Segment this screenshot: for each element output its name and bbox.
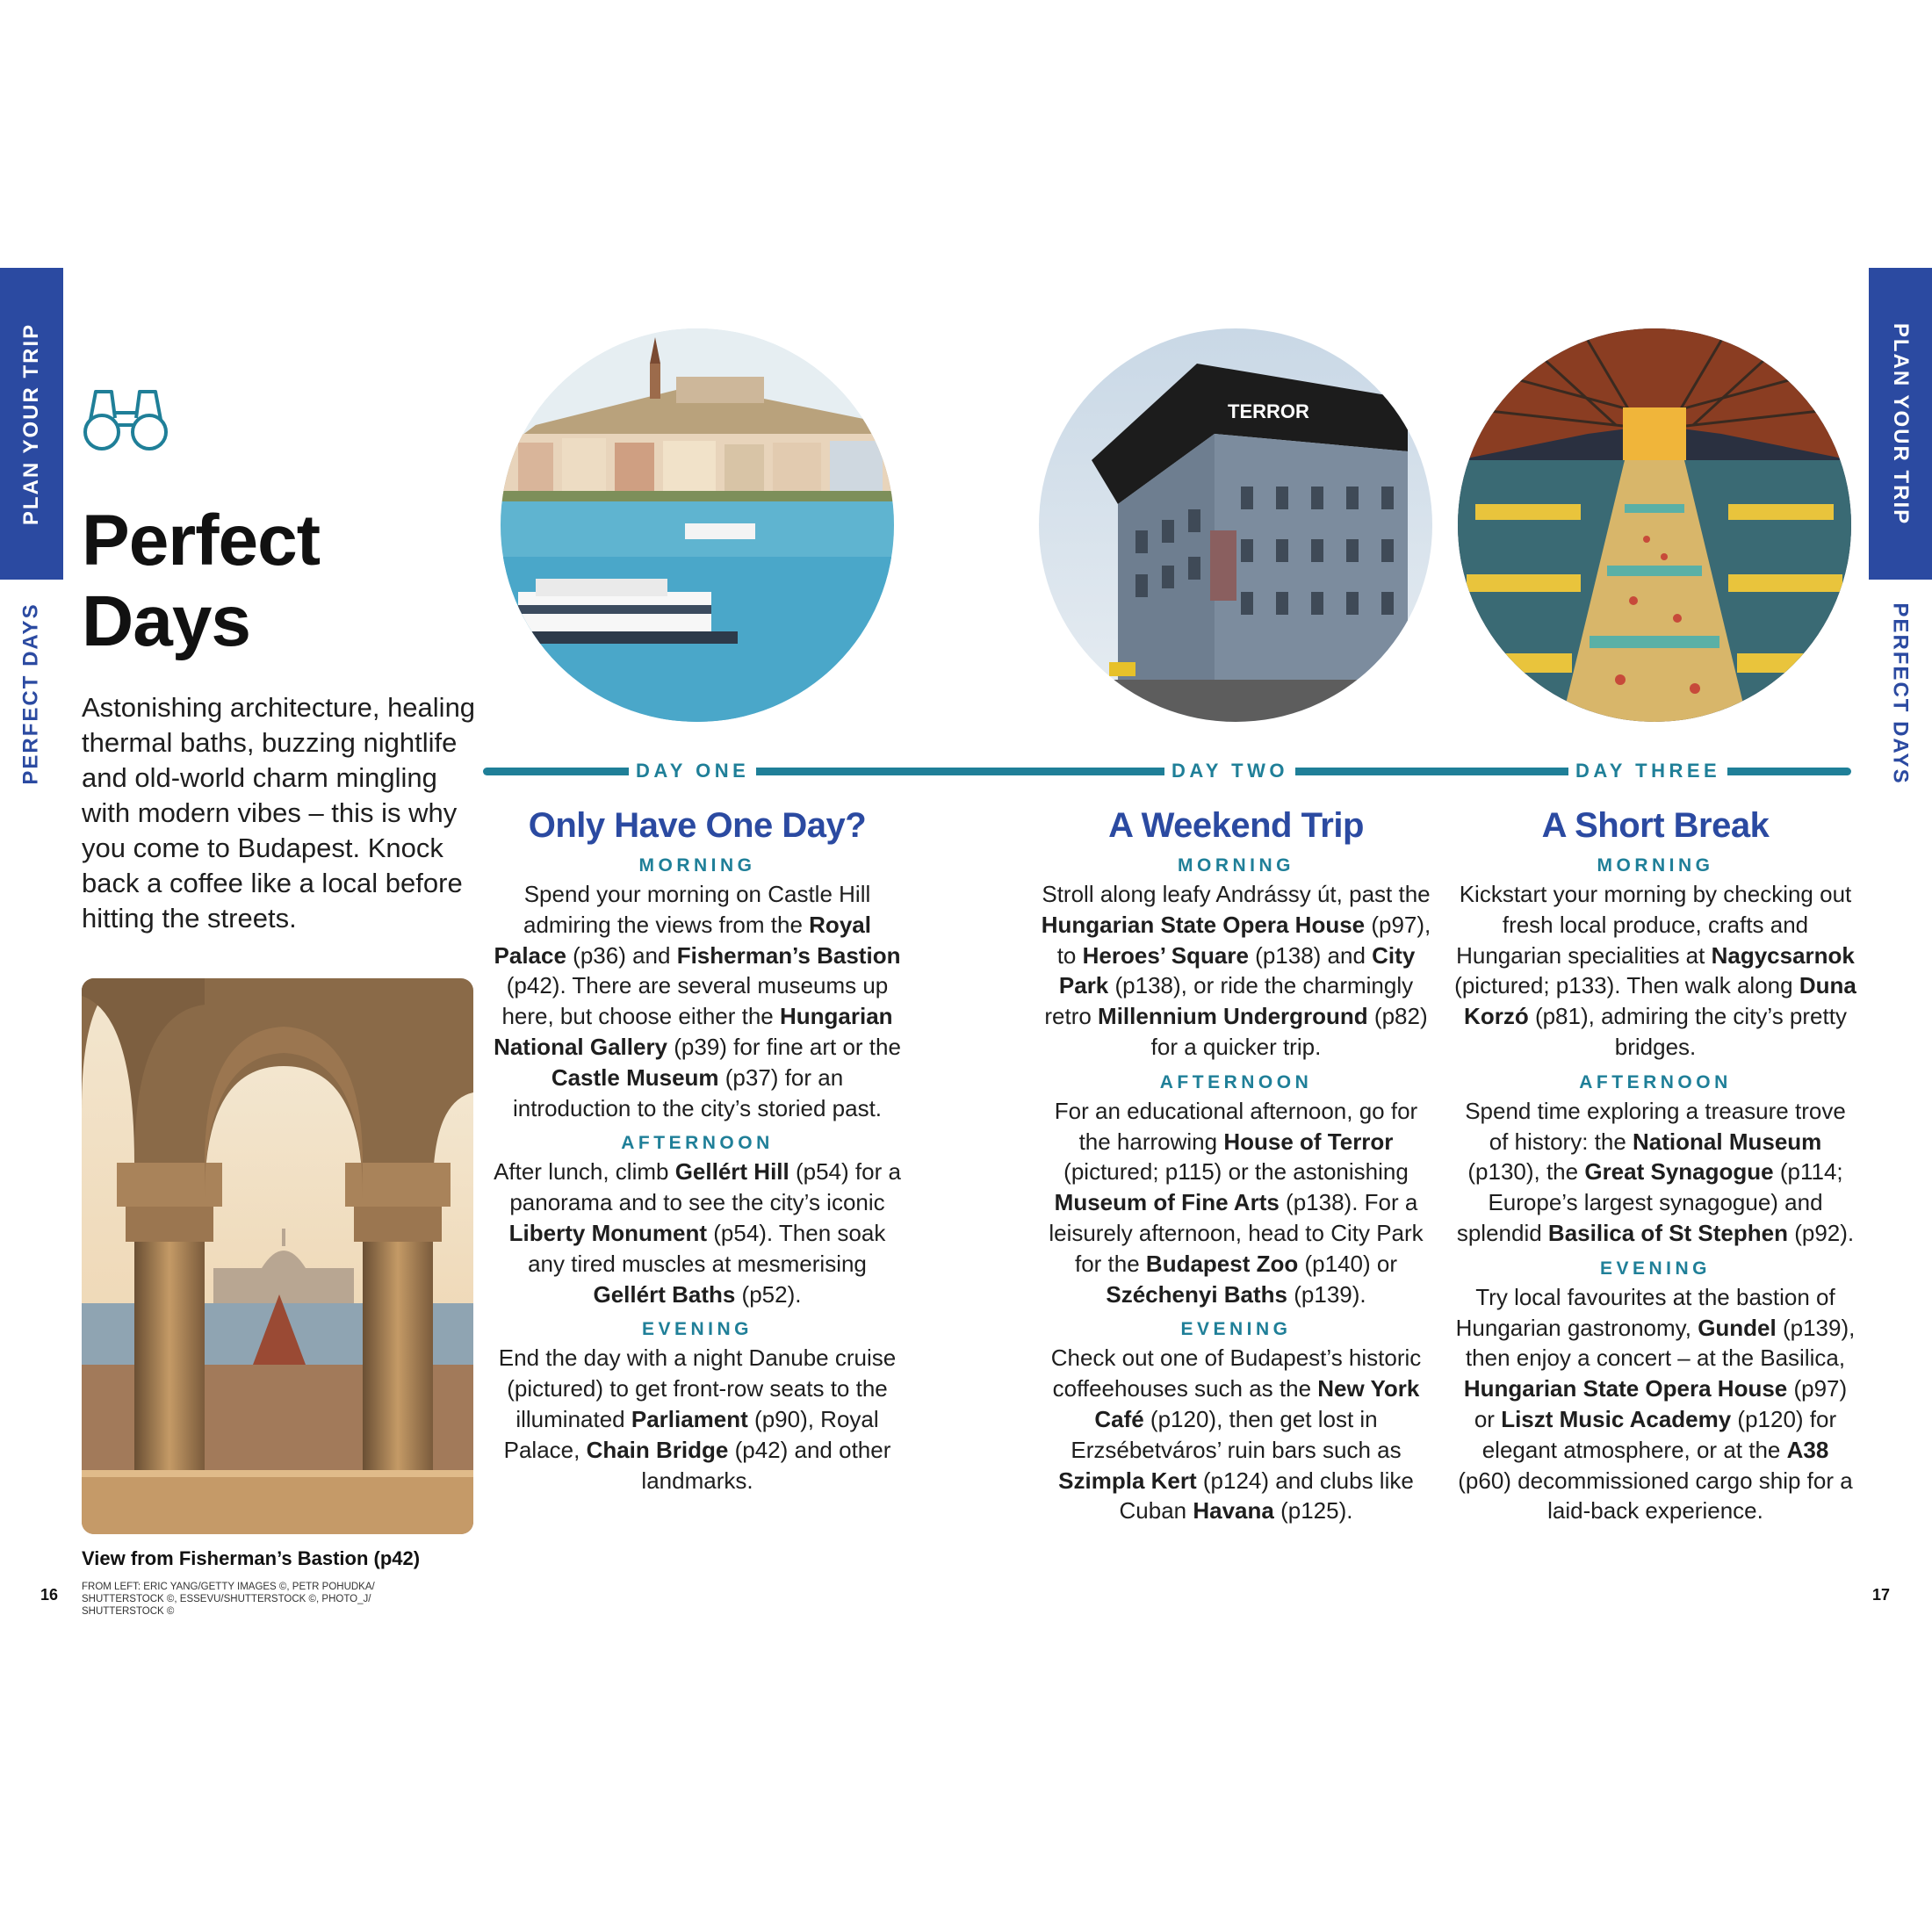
photo-credits: FROM LEFT: ERIC YANG/GETTY IMAGES ©, PETR POHUDKA/ SHUTTERSTOCK ©, ESSEVU/SHUTTERSTOCK ©, PHOTO_J/ SHUTTERSTOCK © xyxy=(82,1582,375,1617)
place-name: Fisherman’s Bastion xyxy=(676,941,901,969)
house-of-terror-illustration xyxy=(1039,328,1432,722)
day-two-label: DAY TWO xyxy=(1164,760,1295,782)
day-one-evening-text: End the day with a night Danube cruise (pictured) to get front-row seats to the illuminated Parliament (p90), Royal Palace, Chain Bridge (p42) and other landmarks. xyxy=(498,1344,897,1494)
danube-cruise-illustration xyxy=(501,328,894,722)
day-three-evening-text: Try local favourites at the bastion of Hungarian gastronomy, Gundel (p139), then enjoy a concert – at the Basilica, Hungarian State Opera House (p97) or Liszt Music Academy (p120) for elegant atmosphere, or at the A38 (p60) decommissioned cargo ship for a laid-back experience. xyxy=(1455,1283,1856,1525)
place-name: Parliament xyxy=(631,1405,748,1432)
day-one-column xyxy=(492,806,903,1504)
place-name: Hungarian State Opera House xyxy=(1041,911,1366,938)
fishermans-bastion-illustration xyxy=(82,978,473,1534)
page-number-left: 16 xyxy=(40,1586,59,1604)
place-name: Hungarian State Opera House xyxy=(1463,1375,1788,1402)
plan-your-trip-tab-left-label-wrap xyxy=(0,268,63,580)
place-name: House of Terror xyxy=(1223,1128,1394,1155)
house-of-terror-photo xyxy=(1039,328,1432,722)
page-number-right: 17 xyxy=(1872,1586,1891,1604)
perfect-days-label-left-wrap xyxy=(0,597,63,790)
plan-your-trip-tab-right-label-wrap xyxy=(1869,268,1932,580)
perfect-days-label-right-wrap xyxy=(1869,597,1932,790)
place-name: Gellért Hill xyxy=(674,1158,789,1186)
evening-label: EVENING xyxy=(1180,1319,1292,1340)
place-name: Great Synagogue xyxy=(1584,1158,1774,1186)
place-name: Budapest Zoo xyxy=(1145,1250,1299,1277)
place-name: Liszt Music Academy xyxy=(1501,1405,1732,1432)
day-three-column xyxy=(1453,806,1857,1535)
place-name: Gundel xyxy=(1698,1314,1777,1341)
day-three-morning-text: Kickstart your morning by checking out fresh local produce, crafts and Hungarian specialities at Nagycsarnok (pictured; p133). Then walk along Duna Korzó (p81), admiring the city’s pretty bridges. xyxy=(1454,881,1856,1060)
binoculars-icon xyxy=(82,386,169,453)
day-two-heading: A Weekend Trip xyxy=(1108,806,1364,845)
day-two-column xyxy=(1036,806,1436,1535)
day-one-morning-text: Spend your morning on Castle Hill admiring the views from the Royal Palace (p36) and Fisherman’s Bastion (p42). There are several museums up here, but choose either the Hungarian National Gallery (p39) for fine art or the Castle Museum (p37) for an introduction to the city’s storied past. xyxy=(494,881,901,1121)
evening-label: EVENING xyxy=(641,1319,753,1340)
title-line-2: Days xyxy=(82,581,251,661)
great-market-hall-illustration xyxy=(1458,328,1851,722)
day-one-afternoon-text: After lunch, climb Gellért Hill (p54) for a panorama and to see the city’s iconic Liberty Monument (p54). Then soak any tired muscles at mesmerising Gellért Baths (p52). xyxy=(494,1158,901,1308)
day-three-afternoon-text: Spend time exploring a treasure trove of history: the National Museum (p130), the Great Synagogue (p114; Europe’s largest synagogue) and splendid Basilica of St Stephen (p92). xyxy=(1456,1097,1855,1246)
place-name: Hungarian National Gallery xyxy=(494,1003,893,1060)
terror-sign: TERROR xyxy=(1228,400,1309,422)
place-name: Castle Museum xyxy=(551,1063,719,1091)
title-line-1: Perfect xyxy=(82,501,321,580)
great-market-hall-photo xyxy=(1458,328,1851,722)
afternoon-label: AFTERNOON xyxy=(1159,1071,1313,1092)
day-one-heading: Only Have One Day? xyxy=(528,806,867,845)
place-name: Chain Bridge xyxy=(586,1436,729,1463)
perfect-days-label-right[interactable]: PERFECT DAYS xyxy=(1889,602,1913,785)
place-name: Millennium Underground xyxy=(1098,1003,1368,1030)
perfect-days-label-left[interactable]: PERFECT DAYS xyxy=(19,602,43,785)
place-name: A38 xyxy=(1786,1436,1829,1463)
page-title xyxy=(82,501,320,662)
plan-your-trip-label-right: PLAN YOUR TRIP xyxy=(1889,322,1913,525)
morning-label: MORNING xyxy=(638,855,756,876)
danube-cruise-photo xyxy=(501,328,894,722)
place-name: Gellért Baths xyxy=(593,1280,736,1308)
evening-label: EVENING xyxy=(1599,1258,1712,1279)
place-name: Nagycsarnok xyxy=(1711,941,1855,969)
day-three-label: DAY THREE xyxy=(1568,760,1727,782)
place-name: Szimpla Kert xyxy=(1058,1467,1197,1494)
place-name: National Museum xyxy=(1633,1128,1822,1155)
afternoon-label: AFTERNOON xyxy=(1579,1071,1732,1092)
intro-paragraph: Astonishing architecture, healing thermal baths, buzzing nightlife and old-world charm mingling with modern vibes – this is why you come to Budapest. Knock back a coffee like a local before hitting the streets. xyxy=(82,692,476,934)
place-name: Museum of Fine Arts xyxy=(1054,1189,1280,1216)
afternoon-label: AFTERNOON xyxy=(621,1133,774,1154)
day-two-morning-text: Stroll along leafy Andrássy út, past the Hungarian State Opera House (p97), to Heroes’ Square (p138) and City Park (p138), or ride the charmingly retro Millennium Underground (p82) for a quicker trip. xyxy=(1041,881,1431,1060)
morning-label: MORNING xyxy=(1597,855,1714,876)
place-name: Basilica of St Stephen xyxy=(1547,1219,1788,1246)
morning-label: MORNING xyxy=(1178,855,1294,876)
place-name: Duna Korzó xyxy=(1464,972,1856,1030)
place-name: Liberty Monument xyxy=(508,1219,708,1246)
day-two-afternoon-text: For an educational afternoon, go for the harrowing House of Terror (pictured; p115) or the astonishing Museum of Fine Arts (p138). For a leisurely afternoon, head to City Park for the Budapest Zoo (p140) or Széchenyi Baths (p139). xyxy=(1049,1097,1424,1308)
place-name: Heroes’ Square xyxy=(1082,941,1249,969)
place-name: Széchenyi Baths xyxy=(1106,1280,1288,1308)
day-one-label: DAY ONE xyxy=(629,760,756,782)
day-two-evening-text: Check out one of Budapest’s historic coffeehouses such as the New York Café (p120), then get lost in Erzsébetváros’ ruin bars such as Szimpla Kert (p124) and clubs like Cuban Havana (p125). xyxy=(1050,1344,1422,1525)
place-name: Havana xyxy=(1193,1497,1274,1525)
day-three-heading: A Short Break xyxy=(1541,806,1770,845)
fishermans-bastion-photo xyxy=(82,978,473,1534)
place-name: Royal Palace xyxy=(494,911,871,969)
place-name: New York Café xyxy=(1094,1375,1420,1432)
plan-your-trip-label-left: PLAN YOUR TRIP xyxy=(19,322,43,525)
place-name: City Park xyxy=(1058,941,1416,999)
photo-caption: View from Fisherman’s Bastion (p42) xyxy=(82,1547,421,1569)
